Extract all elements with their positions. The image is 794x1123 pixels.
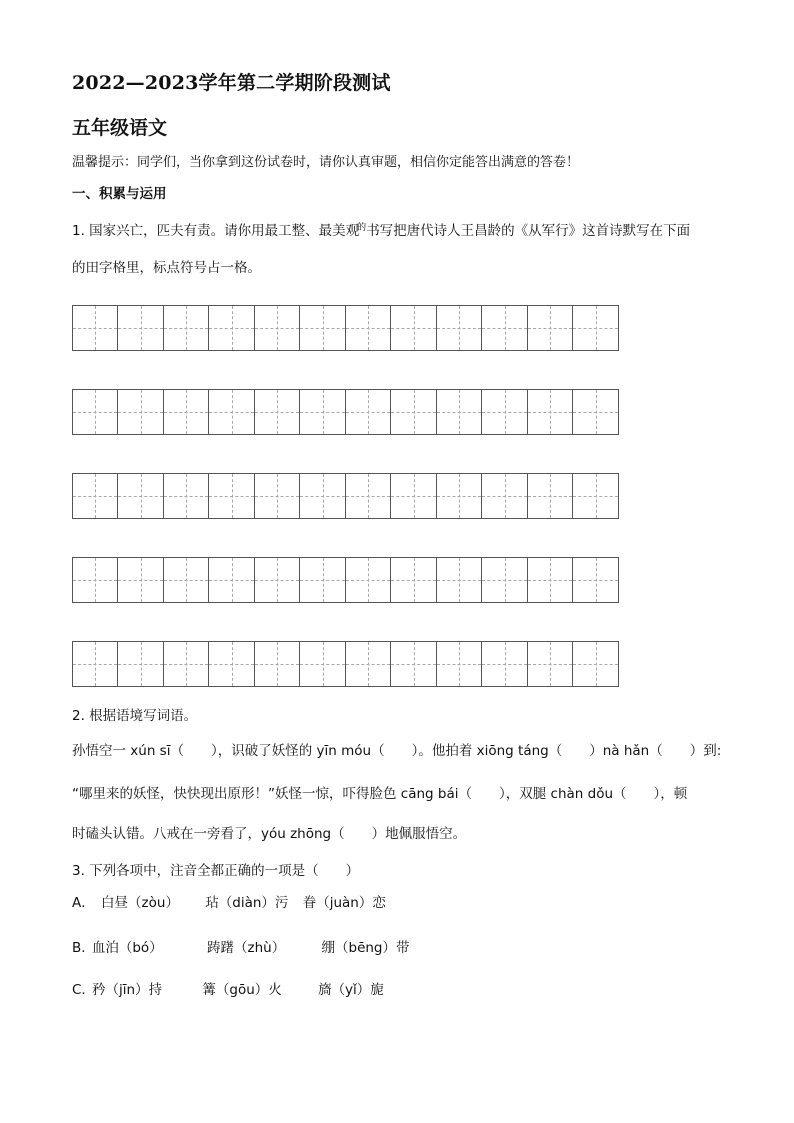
grid-cell[interactable]	[391, 389, 437, 435]
grid-cell[interactable]	[300, 473, 346, 519]
grid-cell[interactable]	[209, 305, 255, 351]
grid-cell[interactable]	[573, 473, 619, 519]
grid-cell[interactable]	[73, 557, 118, 603]
section-heading: 一、积累与运用	[72, 186, 167, 202]
grid-cell[interactable]	[437, 389, 482, 435]
grid-cell[interactable]	[346, 557, 391, 603]
grid-cell[interactable]	[300, 389, 346, 435]
grid-cell[interactable]	[482, 389, 528, 435]
question-3-title: 3. 下列各项中，注音全都正确的一项是（ ）	[72, 863, 360, 879]
grid-cell[interactable]	[209, 557, 255, 603]
grid-cell[interactable]	[300, 557, 346, 603]
grid-cell[interactable]	[255, 641, 300, 687]
grid-cell[interactable]	[391, 557, 437, 603]
grid-cell[interactable]	[255, 389, 300, 435]
grid-cell[interactable]	[573, 557, 619, 603]
grid-cell[interactable]	[528, 389, 573, 435]
option-item: 白昼（zòu）	[101, 895, 179, 911]
option-item: 矜（jīn）持	[92, 982, 163, 998]
exam-tip: 温馨提示：同学们，当你拿到这份试卷时，请你认真审题，相信你定能答出满意的答卷！	[72, 155, 580, 170]
option-a[interactable]	[72, 891, 386, 911]
option-b[interactable]	[72, 936, 410, 956]
option-item: 玷（diàn）污	[205, 895, 289, 911]
grid-cell[interactable]	[164, 305, 209, 351]
grid-cell[interactable]	[391, 305, 437, 351]
grid-cell[interactable]	[164, 473, 209, 519]
writing-grid-row	[72, 473, 623, 519]
question-1-text-b: 书写把唐代诗人王昌龄的《从军行》这首诗默写在下面	[366, 223, 691, 239]
grid-cell[interactable]	[164, 557, 209, 603]
grid-cell[interactable]	[528, 473, 573, 519]
option-c[interactable]	[72, 978, 384, 998]
grid-cell[interactable]	[300, 641, 346, 687]
question-2-title: 2. 根据语境写词语。	[72, 708, 198, 724]
writing-grid-row	[72, 389, 623, 435]
grid-cell[interactable]	[573, 305, 619, 351]
writing-grid-row	[72, 305, 623, 351]
question-1-line-1	[72, 219, 690, 239]
grid-cell[interactable]	[346, 641, 391, 687]
grid-cell[interactable]	[482, 641, 528, 687]
grid-cell[interactable]	[164, 389, 209, 435]
grid-cell[interactable]	[346, 305, 391, 351]
grid-cell[interactable]	[437, 305, 482, 351]
option-item: 绷（bēng）带	[321, 940, 410, 956]
exam-subtitle: 五年级语文	[72, 117, 168, 139]
option-letter: C.	[72, 982, 91, 998]
grid-cell[interactable]	[118, 305, 164, 351]
grid-cell[interactable]	[528, 305, 573, 351]
grid-cell[interactable]	[528, 557, 573, 603]
grid-cell[interactable]	[118, 473, 164, 519]
grid-cell[interactable]	[391, 641, 437, 687]
grid-cell[interactable]	[255, 473, 300, 519]
question-2-line-2: “哪里来的妖怪，快快现出原形！”妖怪一惊，吓得脸色 cāng bái（ ），双腿 chàn dǒu（ ），顿	[72, 786, 688, 802]
grid-cell[interactable]	[164, 641, 209, 687]
option-item: 旖（yǐ）旎	[318, 982, 384, 998]
option-letter: B.	[72, 940, 90, 956]
grid-cell[interactable]	[437, 557, 482, 603]
grid-cell[interactable]	[437, 641, 482, 687]
option-item: 血泊（bó）	[91, 940, 163, 956]
grid-cell[interactable]	[73, 473, 118, 519]
grid-cell[interactable]	[255, 305, 300, 351]
grid-cell[interactable]	[73, 305, 118, 351]
option-item: 踌躇（zhù）	[207, 940, 286, 956]
grid-cell[interactable]	[437, 473, 482, 519]
grid-cell[interactable]	[73, 389, 118, 435]
question-2-line-3: 时磕头认错。八戒在一旁看了，yóu zhōng（ ）地佩服悟空。	[72, 826, 467, 842]
grid-cell[interactable]	[300, 305, 346, 351]
writing-grid-row	[72, 557, 623, 603]
question-1-text-a: 1. 国家兴亡，匹夫有责。请你用最工整、最美观	[72, 223, 360, 239]
grid-cell[interactable]	[209, 641, 255, 687]
grid-cell[interactable]	[118, 557, 164, 603]
question-1-superscript: 的	[357, 222, 367, 233]
option-letter: A．	[72, 895, 95, 911]
grid-cell[interactable]	[209, 473, 255, 519]
option-item: 眷（juàn）恋	[302, 895, 386, 911]
grid-cell[interactable]	[528, 641, 573, 687]
question-2-line-1: 孙悟空一 xún sī（ ），识破了妖怪的 yīn móu（ ）。他拍着 xiōng táng（ ）nà hǎn（ ）到:	[72, 743, 722, 759]
grid-cell[interactable]	[573, 389, 619, 435]
grid-cell[interactable]	[391, 473, 437, 519]
grid-cell[interactable]	[482, 557, 528, 603]
option-item: 篝（gōu）火	[202, 982, 282, 998]
grid-cell[interactable]	[482, 473, 528, 519]
grid-cell[interactable]	[573, 641, 619, 687]
grid-cell[interactable]	[118, 641, 164, 687]
grid-cell[interactable]	[346, 389, 391, 435]
grid-cell[interactable]	[73, 641, 118, 687]
grid-cell[interactable]	[482, 305, 528, 351]
question-1-line-2: 的田字格里，标点符号占一格。	[72, 260, 261, 276]
grid-cell[interactable]	[209, 389, 255, 435]
exam-title: 2022—2023学年第二学期阶段测试	[72, 72, 391, 94]
grid-cell[interactable]	[255, 557, 300, 603]
writing-grid-row	[72, 641, 623, 687]
grid-cell[interactable]	[346, 473, 391, 519]
grid-cell[interactable]	[118, 389, 164, 435]
